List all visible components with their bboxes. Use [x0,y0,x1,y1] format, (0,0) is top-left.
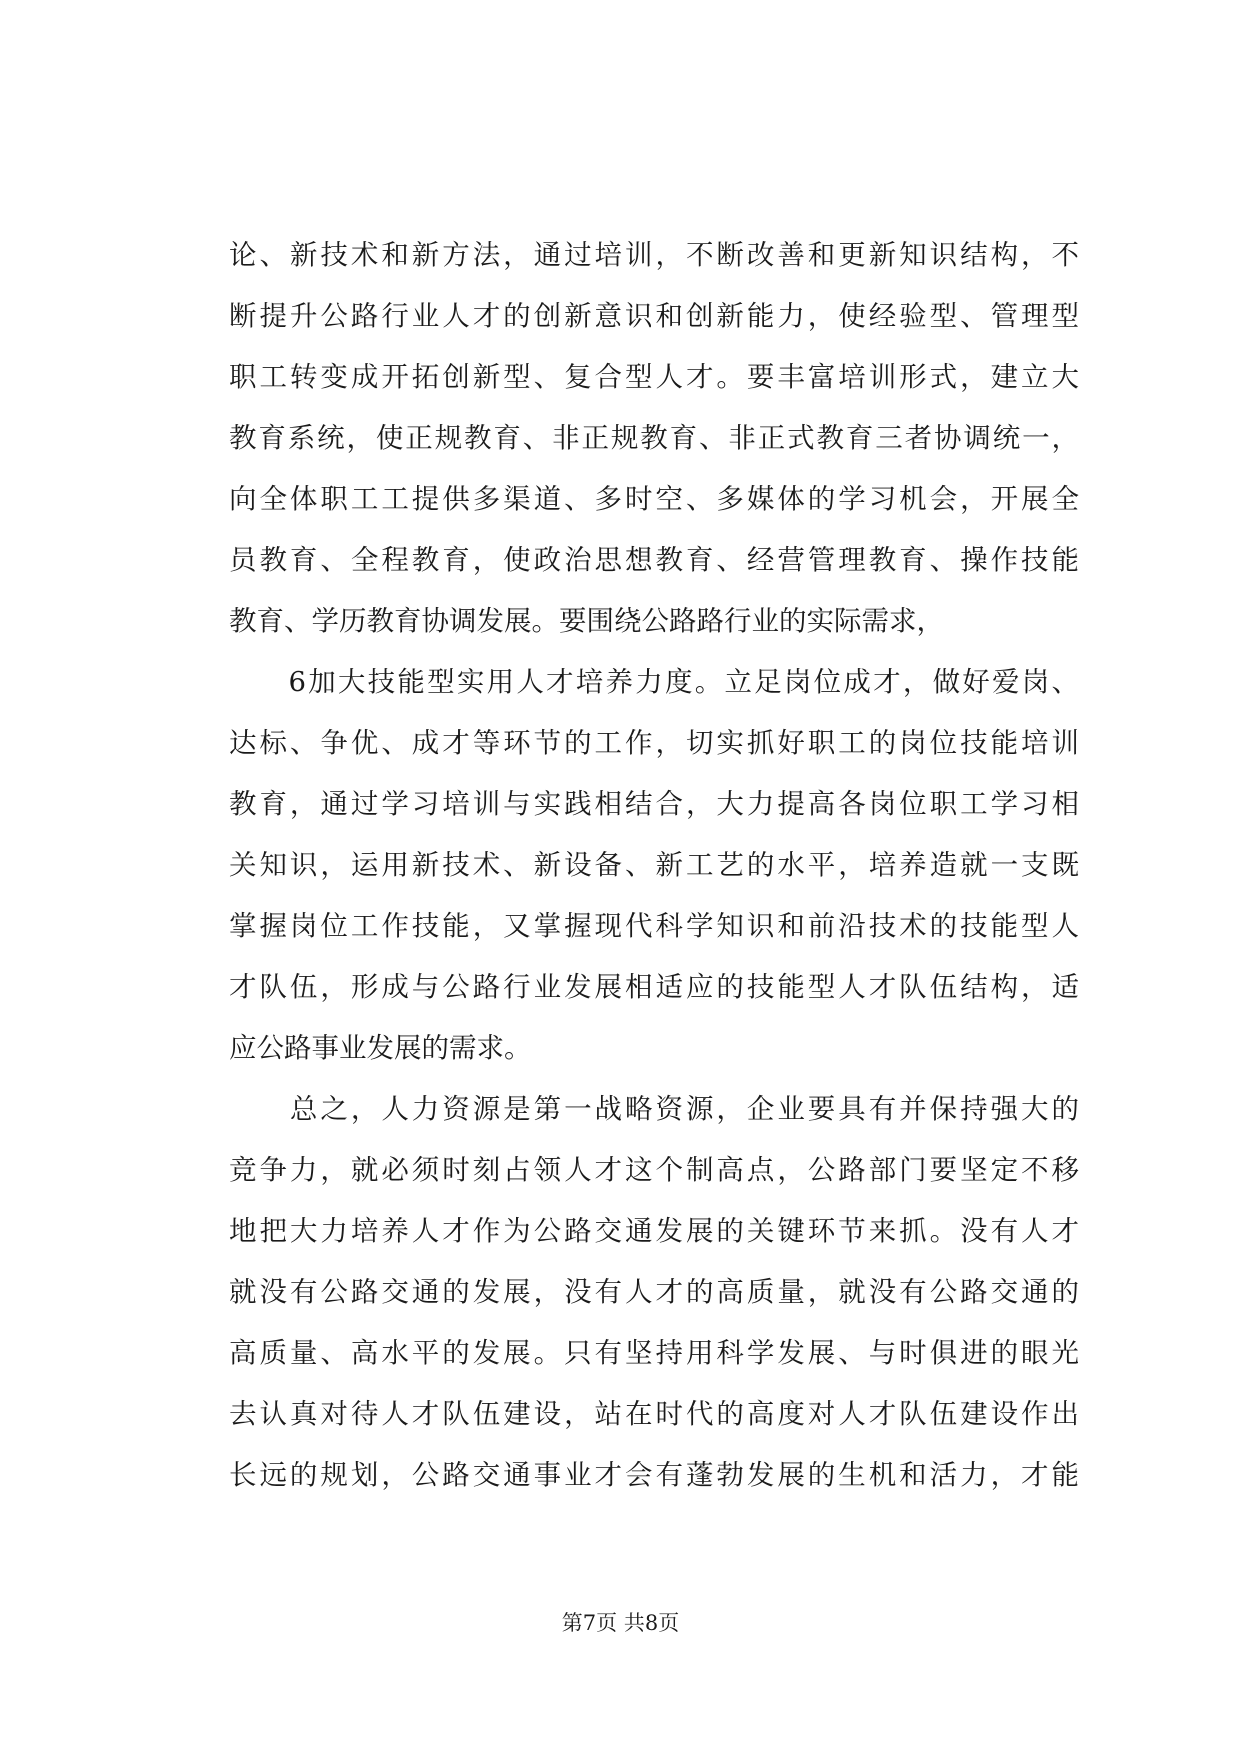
text-line: 去认真对待人才队伍建设，站在时代的高度对人才队伍建设作出 [229,1398,1079,1430]
text-line: 地把大力培养人才作为公路交通发展的关键环节来抓。没有人才 [229,1215,1079,1247]
text-line: 员教育、全程教育，使政治思想教育、经营管理教育、操作技能 [229,544,1079,576]
page-number-footer: 第7页 共8页 [561,1611,680,1635]
text-line: 教育，通过学习培训与实践相结合，大力提高各岗位职工学习相 [229,788,1079,820]
text-line: 论、新技术和新方法，通过培训，不断改善和更新知识结构，不 [229,239,1079,271]
text-line: 才队伍，形成与公路行业发展相适应的技能型人才队伍结构，适 [229,971,1079,1003]
text-line: 教育、学历教育协调发展。要围绕公路路行业的实际需求， [229,605,944,637]
text-line: 断提升公路行业人才的创新意识和创新能力，使经验型、管理型 [229,300,1079,332]
text-line: 应公路事业发展的需求。 [229,1032,532,1064]
text-line: 职工转变成开拓创新型、复合型人才。要丰富培训形式，建立大 [229,361,1079,393]
text-line: 向全体职工工提供多渠道、多时空、多媒体的学习机会，开展全 [229,483,1079,515]
text-line: 达标、争优、成才等环节的工作，切实抓好职工的岗位技能培训 [229,727,1079,759]
text-line: 高质量、高水平的发展。只有坚持用科学发展、与时俱进的眼光 [229,1337,1079,1369]
text-line: 就没有公路交通的发展，没有人才的高质量，就没有公路交通的 [229,1276,1079,1308]
text-line: 总之，人力资源是第一战略资源，企业要具有并保持强大的 [229,1093,1079,1125]
body-text [229,225,1079,1506]
text-line: 6加大技能型实用人才培养力度。立足岗位成才，做好爱岗、 [229,666,1079,698]
text-line: 关知识，运用新技术、新设备、新工艺的水平，培养造就一支既 [229,849,1079,881]
text-line: 教育系统，使正规教育、非正规教育、非正式教育三者协调统一， [229,422,1079,454]
text-line: 掌握岗位工作技能，又掌握现代科学知识和前沿技术的技能型人 [229,910,1079,942]
text-line: 长远的规划，公路交通事业才会有蓬勃发展的生机和活力，才能 [229,1459,1079,1491]
text-line: 竞争力，就必须时刻占领人才这个制高点，公路部门要坚定不移 [229,1154,1079,1186]
